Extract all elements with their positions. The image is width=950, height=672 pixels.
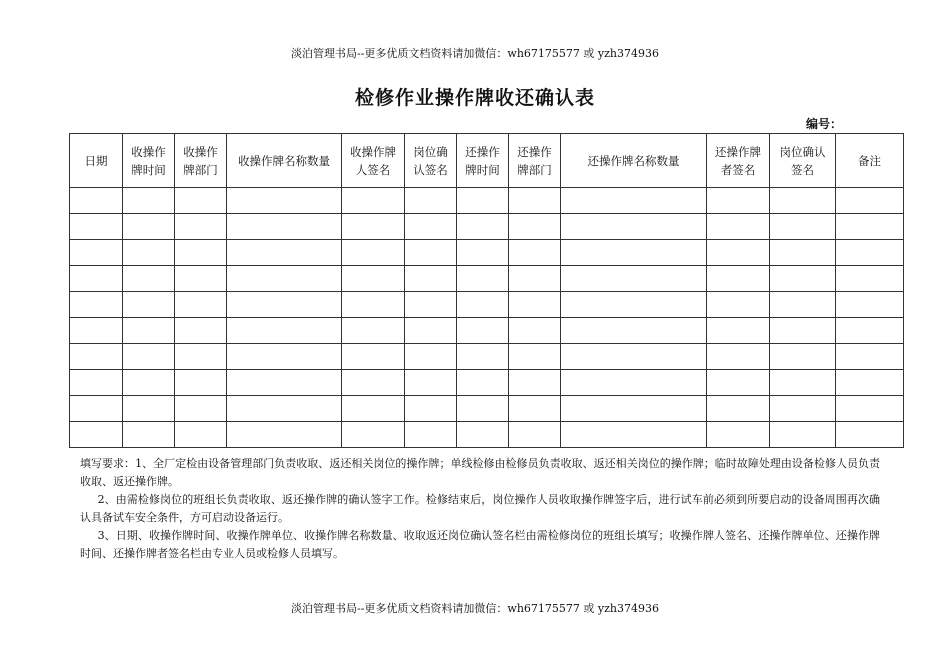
table-cell[interactable] [227, 318, 342, 344]
table-cell[interactable] [342, 292, 405, 318]
table-row [70, 188, 904, 214]
table-cell[interactable] [509, 214, 561, 240]
table-cell[interactable] [707, 214, 770, 240]
header-note: 淡泊管理书局--更多优质文档资料请加微信：wh67175577 或 yzh374936 [291, 47, 659, 60]
column-header-receiver-signature: 收操作牌人签名 [342, 134, 405, 188]
table-cell[interactable] [836, 370, 904, 396]
table-row [70, 240, 904, 266]
table-cell[interactable] [123, 292, 175, 318]
table-cell[interactable] [509, 318, 561, 344]
table-cell[interactable] [836, 396, 904, 422]
table-cell[interactable] [509, 292, 561, 318]
table-row [70, 318, 904, 344]
table-cell[interactable] [227, 266, 342, 292]
confirmation-table [69, 133, 904, 448]
table-cell[interactable] [509, 188, 561, 214]
table-cell[interactable] [227, 292, 342, 318]
column-header-return-dept: 还操作牌部门 [509, 134, 561, 188]
footer-note: 淡泊管理书局--更多优质文档资料请加微信：wh67175577 或 yzh374936 [291, 602, 659, 615]
column-header-receive-time: 收操作牌时间 [123, 134, 175, 188]
table-cell[interactable] [405, 240, 457, 266]
table-cell[interactable] [561, 292, 707, 318]
table-row [70, 370, 904, 396]
table-cell[interactable] [836, 422, 904, 448]
table-cell[interactable] [123, 422, 175, 448]
number-label: 编号： [806, 117, 843, 131]
table-cell[interactable] [123, 188, 175, 214]
table-cell[interactable] [342, 188, 405, 214]
table-cell[interactable] [561, 370, 707, 396]
table-cell[interactable] [175, 370, 227, 396]
table-cell[interactable] [405, 396, 457, 422]
table-row [70, 396, 904, 422]
table-cell[interactable] [227, 214, 342, 240]
table-cell[interactable] [457, 370, 509, 396]
table-cell[interactable] [175, 266, 227, 292]
table-cell[interactable] [707, 292, 770, 318]
table-cell[interactable] [770, 370, 836, 396]
table-cell[interactable] [770, 396, 836, 422]
table-cell[interactable] [509, 370, 561, 396]
table-cell[interactable] [342, 214, 405, 240]
table-cell[interactable] [457, 318, 509, 344]
table-cell[interactable] [342, 422, 405, 448]
table-cell[interactable] [770, 344, 836, 370]
table-cell[interactable] [342, 240, 405, 266]
table-cell[interactable] [770, 318, 836, 344]
table-header-row [70, 134, 904, 188]
table-cell[interactable] [509, 344, 561, 370]
table-cell[interactable] [405, 292, 457, 318]
table-cell[interactable] [457, 344, 509, 370]
table-cell[interactable] [405, 188, 457, 214]
table-row [70, 344, 904, 370]
table-cell[interactable] [770, 292, 836, 318]
table-cell[interactable] [175, 292, 227, 318]
table-cell[interactable] [175, 344, 227, 370]
table-cell[interactable] [561, 318, 707, 344]
column-header-return-name-qty: 还操作牌名称数量 [561, 134, 707, 188]
table-cell[interactable] [123, 370, 175, 396]
table-cell[interactable] [175, 188, 227, 214]
instruction-2: 2、由需检修岗位的班组长负责收取、返还操作牌的确认签字工作。检修结束后，岗位操作人员收取操作牌签字后，进行试车前必须到所要启动的设备周围再次确认具备试车安全条件，方可启动设备运行。 [80, 493, 880, 524]
instruction-3: 3、日期、收操作牌时间、收操作牌单位、收操作牌名称数量、收取返还岗位确认签名栏由需检修岗位的班组长填写；收操作牌人签名、还操作牌单位、还操作牌时间、还操作牌者签名栏由专业人员或检修人员填写。 [80, 529, 880, 560]
table-cell[interactable] [405, 318, 457, 344]
table-cell[interactable] [836, 292, 904, 318]
table-cell[interactable] [836, 214, 904, 240]
table-cell[interactable] [70, 240, 123, 266]
table-cell[interactable] [509, 266, 561, 292]
column-header-post-confirm-2: 岗位确认签名 [770, 134, 836, 188]
table-cell[interactable] [457, 422, 509, 448]
table-body [70, 188, 904, 448]
table-cell[interactable] [836, 188, 904, 214]
table-cell[interactable] [342, 396, 405, 422]
table-cell[interactable] [405, 370, 457, 396]
table-cell[interactable] [227, 396, 342, 422]
fill-instructions [80, 455, 880, 563]
table-cell[interactable] [123, 344, 175, 370]
table-cell[interactable] [70, 344, 123, 370]
table-cell[interactable] [70, 188, 123, 214]
table-cell[interactable] [457, 214, 509, 240]
table-row [70, 292, 904, 318]
table-cell[interactable] [405, 214, 457, 240]
column-header-remarks: 备注 [836, 134, 904, 188]
table-cell[interactable] [123, 214, 175, 240]
table-cell[interactable] [561, 188, 707, 214]
table-cell[interactable] [70, 292, 123, 318]
table-cell[interactable] [70, 318, 123, 344]
instruction-1: 填写要求：1、全厂定检由设备管理部门负责收取、返还相关岗位的操作牌；单线检修由检修员负责收取、返还相关岗位的操作牌；临时故障处理由设备检修人员负责收取、返还操作牌。 [80, 457, 880, 488]
table-cell[interactable] [70, 266, 123, 292]
table-cell[interactable] [227, 188, 342, 214]
table-cell[interactable] [227, 370, 342, 396]
table-cell[interactable] [342, 344, 405, 370]
table-cell[interactable] [457, 266, 509, 292]
table-cell[interactable] [457, 188, 509, 214]
table-cell[interactable] [509, 396, 561, 422]
table-cell[interactable] [561, 344, 707, 370]
table-cell[interactable] [836, 344, 904, 370]
table-cell[interactable] [175, 422, 227, 448]
table-cell[interactable] [707, 266, 770, 292]
table-cell[interactable] [707, 370, 770, 396]
table-row [70, 214, 904, 240]
table-cell[interactable] [509, 240, 561, 266]
table-cell[interactable] [836, 318, 904, 344]
table-cell[interactable] [342, 318, 405, 344]
table-cell[interactable] [175, 240, 227, 266]
table-cell[interactable] [770, 240, 836, 266]
column-header-date: 日期 [70, 134, 123, 188]
table-cell[interactable] [457, 396, 509, 422]
table-cell[interactable] [707, 318, 770, 344]
table-cell[interactable] [227, 344, 342, 370]
table-cell[interactable] [770, 266, 836, 292]
table-cell[interactable] [457, 292, 509, 318]
table-cell[interactable] [770, 188, 836, 214]
table-cell[interactable] [770, 214, 836, 240]
column-header-receive-dept: 收操作牌部门 [175, 134, 227, 188]
column-header-return-time: 还操作牌时间 [457, 134, 509, 188]
table-cell[interactable] [175, 396, 227, 422]
table-cell[interactable] [509, 422, 561, 448]
table-cell[interactable] [561, 266, 707, 292]
column-header-returner-signature: 还操作牌者签名 [707, 134, 770, 188]
column-header-post-confirm-1: 岗位确认签名 [405, 134, 457, 188]
table-cell[interactable] [707, 422, 770, 448]
table-cell[interactable] [707, 344, 770, 370]
table-cell[interactable] [405, 266, 457, 292]
table-cell[interactable] [405, 344, 457, 370]
table-cell[interactable] [342, 266, 405, 292]
table-cell[interactable] [123, 266, 175, 292]
column-header-receive-name-qty: 收操作牌名称数量 [227, 134, 342, 188]
table-cell[interactable] [707, 188, 770, 214]
table-cell[interactable] [227, 422, 342, 448]
table-cell[interactable] [707, 396, 770, 422]
table-cell[interactable] [175, 214, 227, 240]
table-cell[interactable] [561, 396, 707, 422]
table-cell[interactable] [123, 318, 175, 344]
table-cell[interactable] [70, 396, 123, 422]
table-cell[interactable] [561, 214, 707, 240]
table-cell[interactable] [70, 370, 123, 396]
table-cell[interactable] [123, 396, 175, 422]
table-cell[interactable] [770, 422, 836, 448]
table-cell[interactable] [836, 266, 904, 292]
table-cell[interactable] [561, 240, 707, 266]
table-cell[interactable] [227, 240, 342, 266]
table-cell[interactable] [342, 370, 405, 396]
table-cell[interactable] [836, 240, 904, 266]
table-row [70, 422, 904, 448]
table-cell[interactable] [70, 422, 123, 448]
table-cell[interactable] [405, 422, 457, 448]
table-cell[interactable] [561, 422, 707, 448]
table-cell[interactable] [707, 240, 770, 266]
page-title: 检修作业操作牌收还确认表 [354, 87, 595, 109]
table-cell[interactable] [123, 240, 175, 266]
table-cell[interactable] [70, 214, 123, 240]
table-cell[interactable] [175, 318, 227, 344]
table-cell[interactable] [457, 240, 509, 266]
table-row [70, 266, 904, 292]
